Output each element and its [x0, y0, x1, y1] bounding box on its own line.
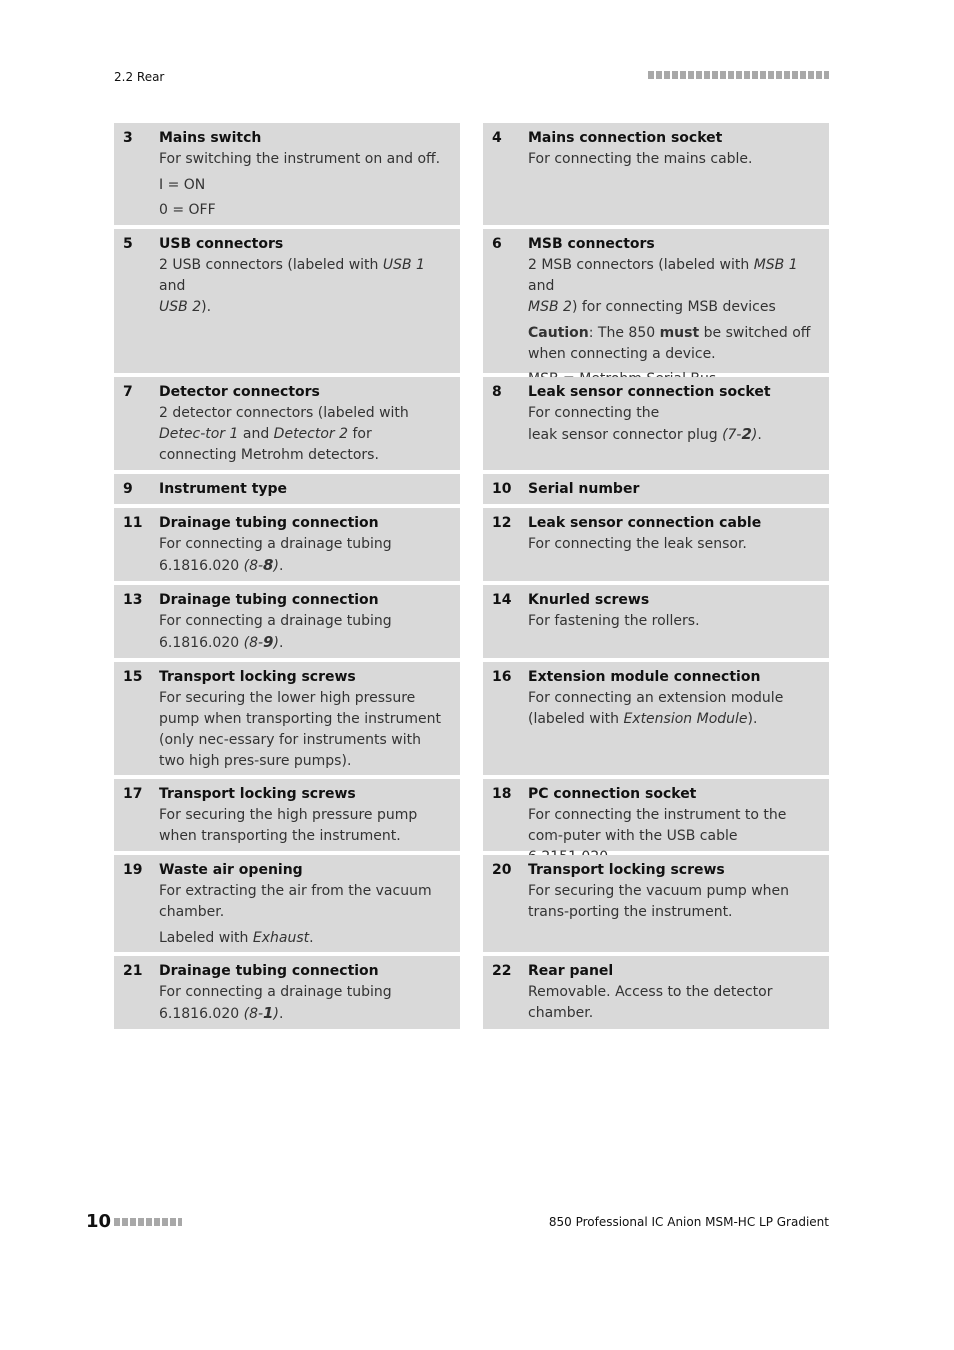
- item-title: Extension module connection: [528, 669, 761, 685]
- item-number: 20: [492, 862, 512, 878]
- item-number: 7: [123, 384, 133, 400]
- item-title: Drainage tubing connection: [159, 592, 379, 608]
- item-number: 8: [492, 384, 502, 400]
- legend-item-8: [483, 377, 829, 470]
- item-title: Transport locking screws: [528, 862, 725, 878]
- item-description: For securing the high pressure pump when transporting the instrument.: [159, 807, 418, 844]
- item-title: Waste air opening: [159, 862, 303, 878]
- item-number: 4: [492, 130, 502, 146]
- item-description: For switching the instrument on and off.: [159, 151, 441, 167]
- item-description: For securing the vacuum pump when trans-porting the instrument.: [528, 883, 790, 920]
- item-number: 14: [492, 592, 512, 608]
- legend-table: [114, 123, 829, 1029]
- legend-item-15: [114, 662, 460, 775]
- legend-item-3: [114, 123, 460, 225]
- legend-item-19: [114, 855, 460, 952]
- item-description: For connecting an extension module (labeled with Extension Module).: [528, 690, 784, 727]
- item-title: Serial number: [528, 481, 640, 497]
- legend-item-18: [483, 779, 829, 851]
- item-number: 17: [123, 786, 143, 802]
- item-description: For connecting the leak sensor.: [528, 536, 747, 552]
- figure-reference: (8-8): [243, 556, 279, 574]
- item-description: For connecting a drainage tubing 6.1816.020 (8-8).: [159, 536, 392, 574]
- item-number: 6: [492, 236, 502, 252]
- item-number: 12: [492, 515, 512, 531]
- item-description: For connecting the instrument to the com-puter with the USB cable: [528, 807, 787, 844]
- item-title: Instrument type: [159, 481, 288, 497]
- item-description: 2 detector connectors (labeled with Detec-tor 1 and Detector 2 for connecting Metrohm detectors.: [159, 405, 409, 463]
- legend-item-16: [483, 662, 829, 775]
- item-title: MSB connectors: [528, 236, 655, 252]
- item-number: 22: [492, 963, 512, 979]
- header-dots: [648, 71, 829, 79]
- page-number: 10: [86, 1211, 112, 1232]
- item-description: 2 MSB connectors (labeled with MSB 1 and MSB 2) for connecting MSB devices: [528, 257, 798, 315]
- item-title: Transport locking screws: [159, 669, 356, 685]
- footer-dots: [114, 1218, 182, 1226]
- item-number: 9: [123, 481, 133, 497]
- item-number: 18: [492, 786, 512, 802]
- figure-reference: (8-1): [243, 1004, 279, 1022]
- item-title: Rear panel: [528, 963, 614, 979]
- legend-item-22: [483, 956, 829, 1029]
- item-title: Drainage tubing connection: [159, 515, 379, 531]
- item-description: For connecting a drainage tubing 6.1816.020 (8-1).: [159, 984, 392, 1022]
- legend-item-17: [114, 779, 460, 851]
- item-title: Knurled screws: [528, 592, 650, 608]
- legend-item-12: [483, 508, 829, 581]
- item-description: For securing the lower high pressure pump when transporting the instrument (only nec-essary for instruments with two high pres-sure pumps).: [159, 690, 441, 769]
- legend-item-9: [114, 474, 460, 504]
- item-note: I = ON: [159, 177, 206, 193]
- item-title: Detector connectors: [159, 384, 320, 400]
- item-number: 13: [123, 592, 143, 608]
- item-title: Leak sensor connection cable: [528, 515, 762, 531]
- legend-item-20: [483, 855, 829, 952]
- legend-item-5: [114, 229, 460, 373]
- item-description: For connecting the leak sensor connector plug (7-2).: [528, 405, 762, 443]
- legend-item-14: [483, 585, 829, 658]
- item-number: 21: [123, 963, 143, 979]
- footer-document-title: 850 Professional IC Anion MSM-HC LP Gradient: [548, 1215, 829, 1229]
- legend-item-4: [483, 123, 829, 225]
- legend-item-6: [483, 229, 829, 373]
- item-note: 0 = OFF: [159, 202, 216, 218]
- item-description: For connecting a drainage tubing 6.1816.020 (8-9).: [159, 613, 392, 651]
- item-number: 10: [492, 481, 512, 497]
- figure-reference: (8-9): [243, 633, 279, 651]
- item-title: Transport locking screws: [159, 786, 356, 802]
- legend-item-10: [483, 474, 829, 504]
- item-description: 2 USB connectors (labeled with USB 1 and USB 2).: [159, 257, 425, 315]
- item-description: For connecting the mains cable.: [528, 151, 753, 167]
- item-caution: Caution: The 850 must be switched off when connecting a device.: [528, 325, 811, 362]
- header-section-label: 2.2 Rear: [114, 70, 165, 84]
- legend-item-11: [114, 508, 460, 581]
- item-title: Mains connection socket: [528, 130, 723, 146]
- item-number: 3: [123, 130, 133, 146]
- item-number: 16: [492, 669, 512, 685]
- legend-item-7: [114, 377, 460, 470]
- item-number: 15: [123, 669, 143, 685]
- item-title: USB connectors: [159, 236, 284, 252]
- item-title: PC connection socket: [528, 786, 697, 802]
- figure-reference: (7-2): [722, 425, 758, 443]
- item-note: Labeled with Exhaust.: [159, 930, 314, 946]
- item-number: 11: [123, 515, 143, 531]
- item-description: For extracting the air from the vacuum chamber.: [159, 883, 432, 920]
- item-number: 19: [123, 862, 143, 878]
- item-description: For fastening the rollers.: [528, 613, 700, 629]
- item-title: Leak sensor connection socket: [528, 384, 771, 400]
- item-number: 5: [123, 236, 133, 252]
- item-title: Drainage tubing connection: [159, 963, 379, 979]
- legend-item-21: [114, 956, 460, 1029]
- legend-item-13: [114, 585, 460, 658]
- item-title: Mains switch: [159, 130, 262, 146]
- item-description: Removable. Access to the detector chamber.: [528, 984, 773, 1021]
